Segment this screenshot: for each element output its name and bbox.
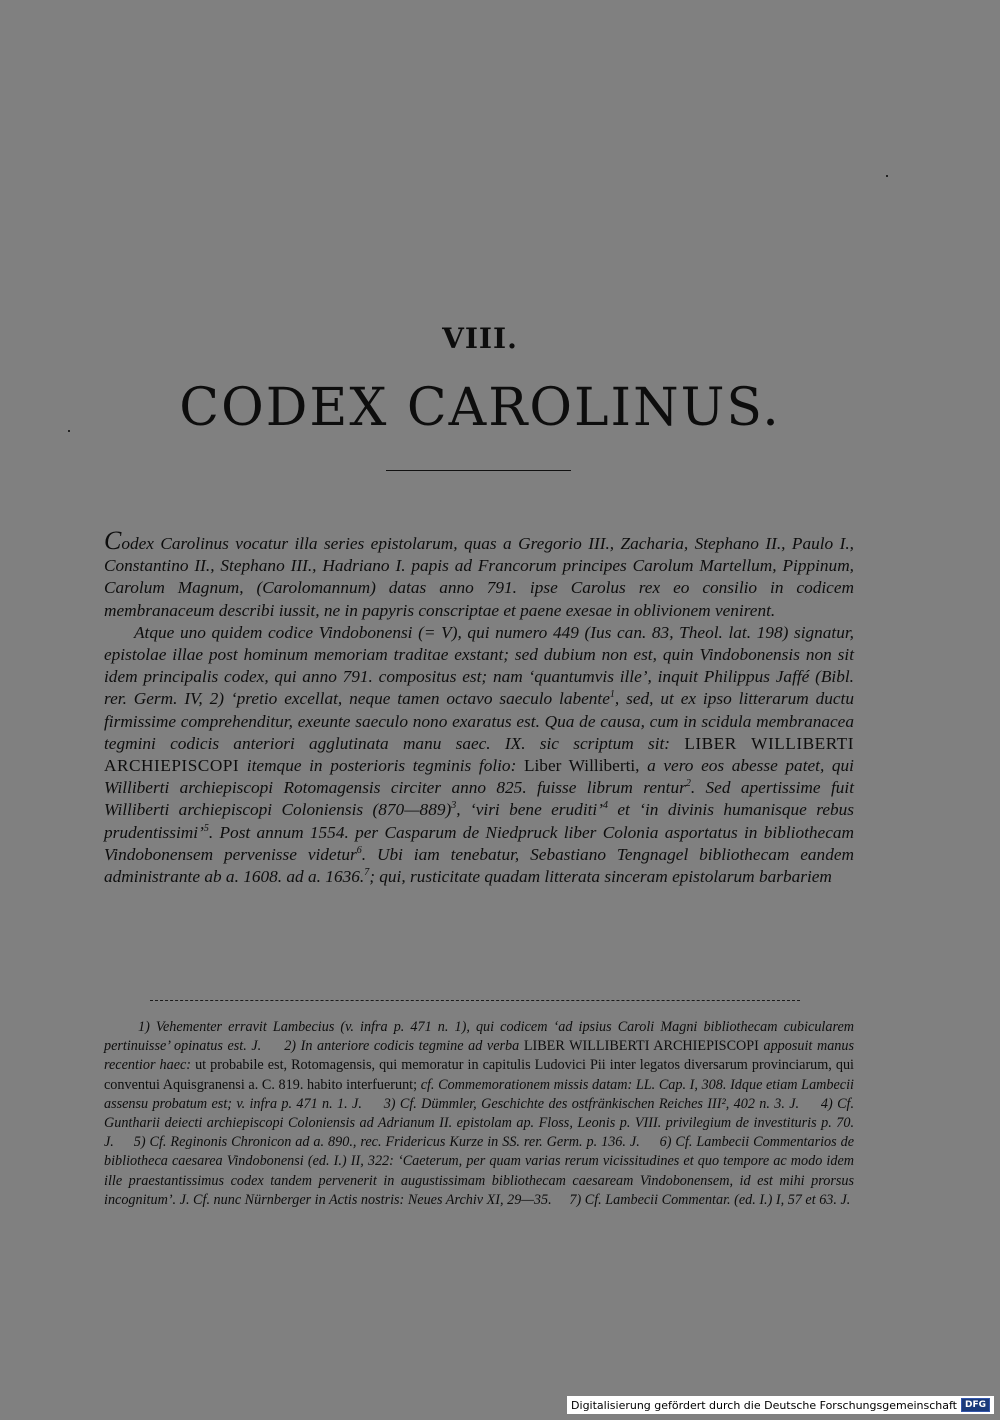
drop-cap: C bbox=[104, 526, 122, 555]
dfg-logo-icon: DFG bbox=[961, 1398, 990, 1412]
footnote-1: 1) Vehementer erravit Lambecius (v. infra p. 471 n. 1), qui codicem ‘ad ipsius Caroli Magni bibliothecam cubicularem pertinuisse’ opinatus est. J. bbox=[104, 1019, 854, 1055]
paragraph-1-text: odex Carolinus vocatur illa series epistolarum, quas a Gregorio III., Zacharia, Stephano II., Paulo I., Constantino II., Stephano III., Hadriano I. papis ad Francorum principes Carolum Martellum, Pippinum, Carolum Magnum, (Carolomannum) datas anno 791. ipse Carolus rex eo consilio in codicem membranaceum describi iussit, ne in papyris conscriptae et paene exesae in oblivionem venirent. bbox=[104, 534, 854, 620]
text-run: a vero eos abesse patet, qui Williberti archiepiscopi Rotomagensis circiter anno 825. fuisse librum rentur bbox=[104, 756, 854, 798]
footnote-ref: 7 bbox=[364, 867, 370, 879]
footnotes bbox=[104, 1018, 854, 1210]
footnote-2-a: 2) In anteriore codicis tegmine ad verba bbox=[284, 1038, 524, 1055]
body-text bbox=[104, 526, 854, 888]
footnote-6: 6) Cf. Lambecii Commentarios de bibliotheca caesarea Vindobonensi (ed. I.) II, 322: ‘Caeterum, per quam varias rerum vicissitudines et quo tempore ac modo idem ille praestantissimus codex tandem pervenerit in augustissimam bibliothecam caesaream Vindobonensem, id est mihi prorsus incognitum’. J. Cf. nunc Nürnberger in Actis nostris: Neues Archiv XI, 29—35. bbox=[104, 1134, 855, 1208]
text-run: et ‘in divinis humanisque rebus prudentissimi’ bbox=[104, 800, 854, 842]
text-run: Atque uno quidem codice Vindobonensi (= V), qui numero 449 (Ius can. 83, Theol. lat. 198) signatur, epistolae illae post hominum memoriam traditae exstant; sed dubium non est, quin Vindobonensis non sit idem principalis codex, qui anno 791. compositus est; nam ‘quantumvis ille’, inquit Philippus Jaffé (Bibl. rer. Germ. IV, 2) ‘pretio excellat, neque tamen octavo saeculo labente bbox=[104, 622, 854, 709]
text-run: itemque in posterioris tegminis folio: bbox=[239, 756, 524, 776]
footnote-ref: 2 bbox=[685, 778, 691, 790]
text-run: . Post annum 1554. per Casparum de Niedpruck liber Colonia asportatus in bibliothecam Vindobonensem pervenisse videtur bbox=[104, 822, 854, 864]
paragraph-2 bbox=[104, 622, 854, 888]
footnote-7: 7) Cf. Lambecii Commentar. (ed. I.) I, 57 et 63. J. bbox=[569, 1191, 851, 1208]
footnote-ref: 1 bbox=[609, 689, 615, 701]
footnote-5: 5) Cf. Reginonis Chronicon ad a. 890., rec. Fridericus Kurze in SS. rer. Germ. p. 136. J. bbox=[133, 1134, 640, 1151]
footnote-2-caps: LIBER WILLIBERTI ARCHIEPISCOPI bbox=[523, 1038, 759, 1055]
title-rule bbox=[386, 470, 571, 471]
footnote-ref: 4 bbox=[602, 800, 608, 812]
paragraph-1 bbox=[104, 526, 854, 622]
dfg-credit-text: Digitalisierung gefördert durch die Deutsche Forschungsgemeinschaft bbox=[571, 1398, 957, 1412]
footnote-3: 3) Cf. Dümmler, Geschichte des ostfränkischen Reiches III², 402 n. 3. J. bbox=[383, 1095, 800, 1112]
footnote-4: 4) Cf. Guntharii deiecti archiepiscopi Coloniensis ad Adrianum II. epistolam ap. Floss, Leonis p. VIII. privilegium de investituris p. 70. J. bbox=[104, 1095, 855, 1151]
chapter-number: VIII. bbox=[442, 322, 518, 355]
scan-speck bbox=[886, 175, 888, 177]
text-run: , ‘viri bene eruditi’ bbox=[456, 800, 603, 820]
text-run: . Sed apertissime fuit Williberti archiepiscopi Coloniensis (870—889) bbox=[104, 778, 854, 820]
dfg-credit bbox=[567, 1396, 994, 1414]
text-run: , sed, ut ex ipso litterarum ductu firmissime comprehenditur, exeunte saeculo nono exaratus est. Qua de causa, cum in scidula membranacea tegmini codicis anteriori agglutinata manu saec. IX. sic scriptum sit: bbox=[104, 689, 854, 753]
footnote-rule bbox=[150, 1000, 800, 1001]
footnote-2-b: apposuit manus recentior haec: bbox=[104, 1038, 855, 1074]
footnote-ref: 6 bbox=[356, 845, 362, 857]
footnote-ref: 3 bbox=[451, 800, 457, 812]
caps-run: LIBER WILLIBERTI ARCHIEPISCOPI bbox=[104, 733, 854, 776]
upright-run: Liber Williberti, bbox=[523, 756, 640, 776]
footnotes-block bbox=[104, 1018, 854, 1210]
page-title: CODEX CAROLINUS. bbox=[179, 378, 781, 438]
text-run: ; qui, rusticitate quadam litterata sinceram epistolarum barbariem bbox=[369, 867, 832, 887]
footnote-2-c: cf. Commemorationem missis datam: LL. Cap. I, 308. Idque etiam Lambecii assensu probatum est; v. infra p. 471 n. 1. J. bbox=[104, 1076, 854, 1112]
footnote-2-upright: ut probabile est, Rotomagensis, qui memoratur in capitulis Ludovici Pii inter legatos diversarum provinciarum, qui conventui Aquisgranensi a. C. 819. habito interfuerunt; bbox=[104, 1057, 855, 1093]
text-run: . Ubi iam tenebatur, Sebastiano Tengnagel bibliothecam eandem administrante ab a. 1608. ad a. 1636. bbox=[104, 844, 854, 887]
footnote-ref: 5 bbox=[203, 822, 209, 834]
